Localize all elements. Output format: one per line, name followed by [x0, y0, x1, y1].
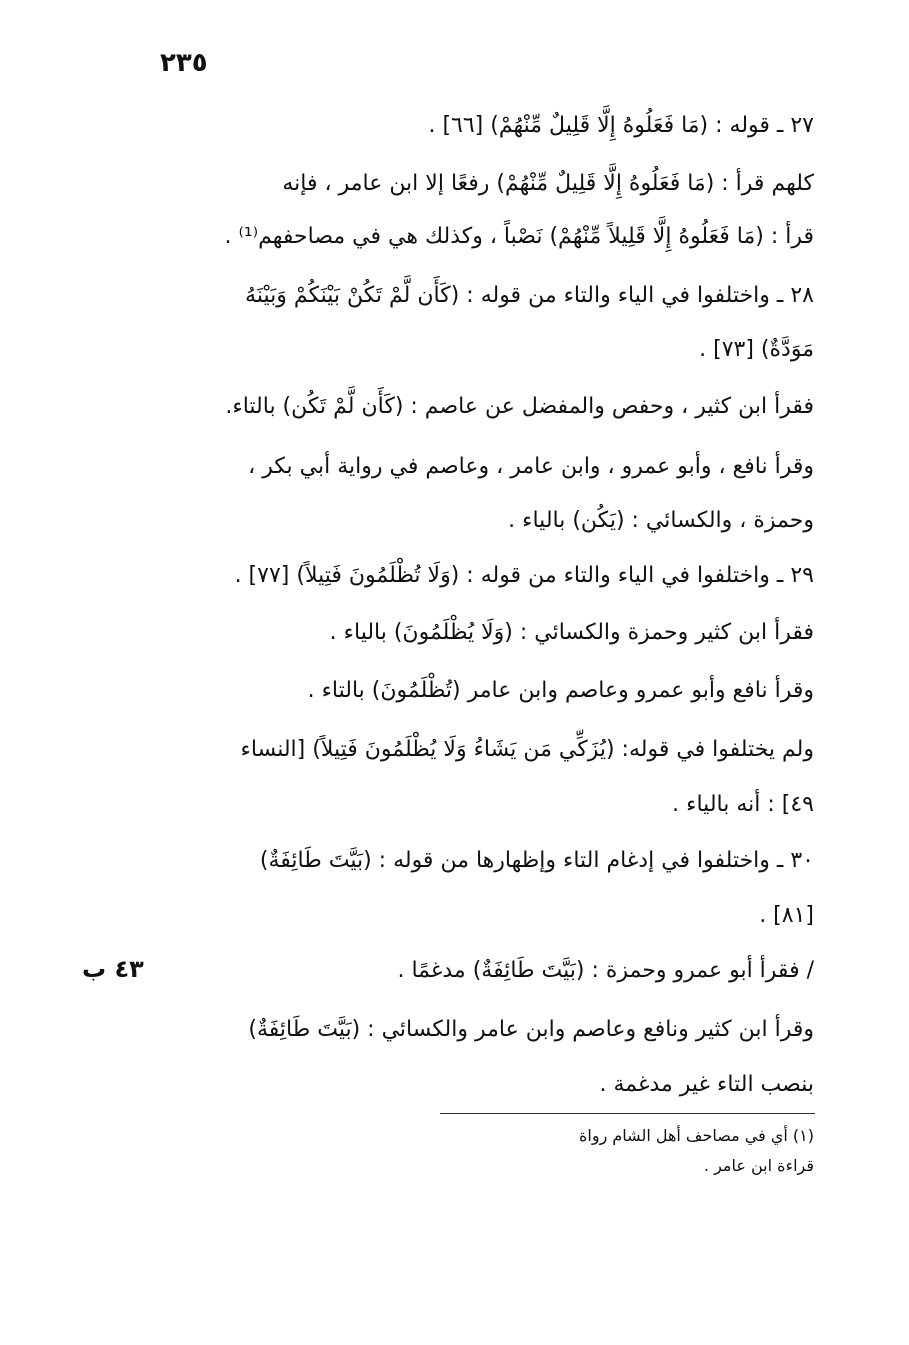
footnote-line: قراءة ابن عامر .: [703, 1156, 814, 1175]
footnote-line: (١) أي في مصاحف أهل الشام رواة: [579, 1126, 814, 1145]
text-line: وقرأ ابن كثير ونافع وعاصم وابن عامر والكسائي : (بَيَّتَ طَائِفَةٌ): [248, 1017, 814, 1042]
text-line: ٢٧ ـ قوله : (مَا فَعَلُوهُ إِلَّا قَلِيلٌ مِّنْهُمْ) [٦٦] .: [428, 113, 814, 138]
page-number: ٢٣٥: [160, 48, 208, 78]
text-line: / فقرأ أبو عمرو وحمزة : (بَيَّتَ طَائِفَةٌ) مدغمًا .: [397, 958, 814, 983]
text-line: بنصب التاء غير مدغمة .: [599, 1072, 814, 1097]
text-line: وحمزة ، والكسائي : (يَكُن) بالياء .: [508, 508, 814, 533]
text-line: وقرأ نافع وأبو عمرو وعاصم وابن عامر (تُظْلَمُونَ) بالتاء .: [307, 678, 814, 703]
text-line: كلهم قرأ : (مَا فَعَلُوهُ إِلَّا قَلِيلٌ مِّنْهُمْ) رفعًا إلا ابن عامر ، فإنه: [282, 171, 814, 196]
text-line: فقرأ ابن كثير ، وحفص والمفضل عن عاصم : (كَأَن لَّمْ تَكُن) بالتاء.: [225, 394, 814, 419]
marginal-folio-note: ٤٣ ب: [82, 955, 144, 983]
text-line: ٣٠ ـ واختلفوا في إدغام التاء وإظهارها من قوله : (بَيَّتَ طَائِفَةٌ): [259, 848, 814, 873]
text-line: وقرأ نافع ، وأبو عمرو ، وابن عامر ، وعاصم في رواية أبي بكر ،: [248, 454, 814, 479]
text-line: مَوَدَّةٌ) [٧٣] .: [699, 337, 814, 362]
text-line: ٢٩ ـ واختلفوا في الياء والتاء من قوله : (وَلَا تُظْلَمُونَ فَتِيلاً) [٧٧] .: [234, 563, 814, 588]
footnote-divider: [440, 1113, 815, 1114]
text-line: [٨١] .: [759, 903, 814, 928]
text-line: ٤٩] : أنه بالياء .: [672, 792, 814, 817]
text-line: ولم يختلفوا في قوله: (يُزَكِّي مَن يَشَاءُ وَلَا يُظْلَمُونَ فَتِيلاً) [النساء: [240, 737, 814, 762]
text-line: قرأ : (مَا فَعَلُوهُ إِلَّا قَلِيلاً مِّنْهُمْ) نَصْباً ، وكذلك هي في مصاحفهم⁽¹⁾ .: [224, 224, 814, 249]
text-line: فقرأ ابن كثير وحمزة والكسائي : (وَلَا يُظْلَمُونَ) بالياء .: [329, 620, 814, 645]
text-line: ٢٨ ـ واختلفوا في الياء والتاء من قوله : (كَأَن لَّمْ تَكُنْ بَيْنَكُمْ وَبَيْنَهُ: [245, 283, 814, 308]
